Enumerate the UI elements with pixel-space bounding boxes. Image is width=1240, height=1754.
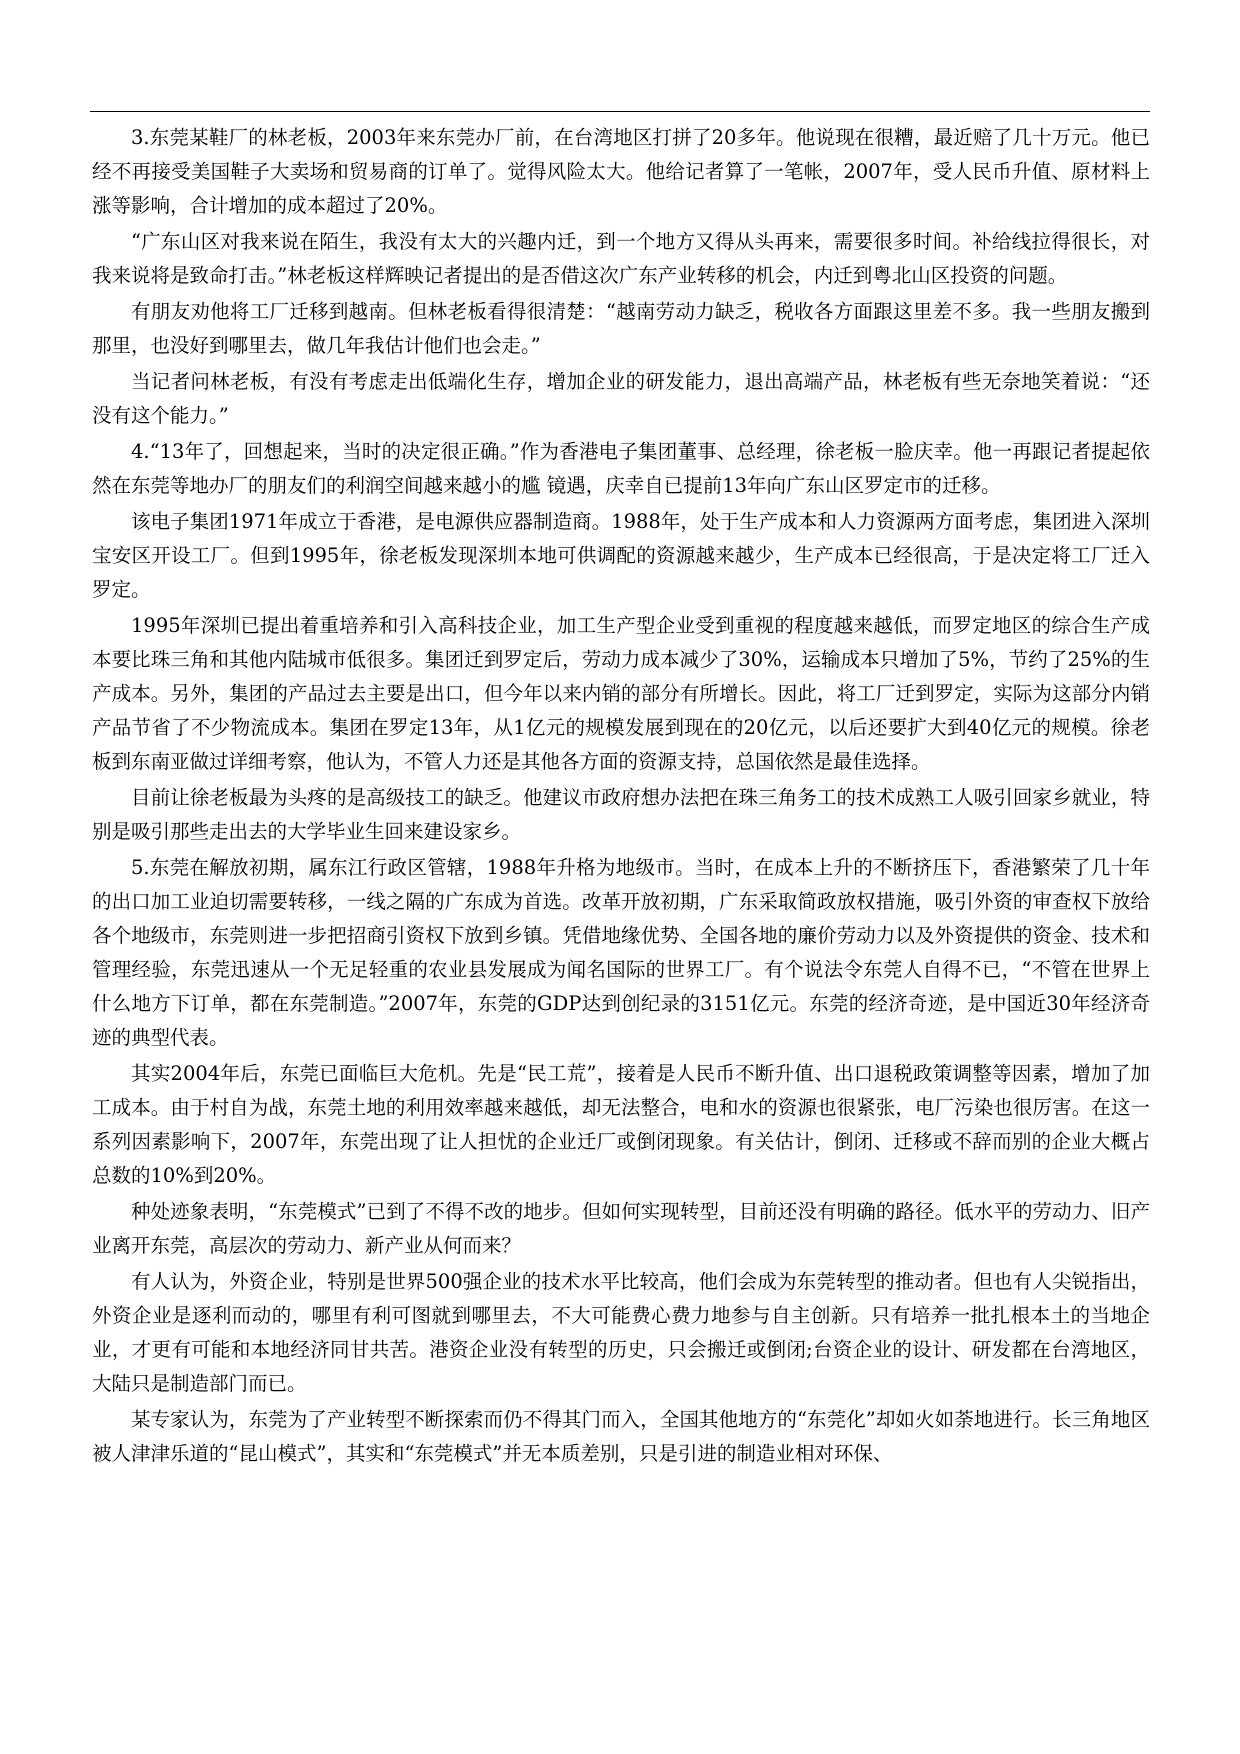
paragraph-7: 1995年深圳已提出着重培养和引入高科技企业，加工生产型企业受到重视的程度越来越低，而罗定地区的综合生产成本要比珠三角和其他内陆城市低很多。集团迁到罗定后，劳动力成本减少了30%，运输成本只增加了5%，节约了25%的生产成本。另外，集团的产品过去主要是出口，但今年以来内销的部分有所增长。因此，将工厂迁到罗定，实际为这部分内销产品节省了不少物流成本。集团在罗定13年，从1亿元的规模发展到现在的20亿元，以后还要扩大到40亿元的规模。徐老板到东南亚做过详细考察，他认为，不管人力还是其他各方面的资源支持，总国依然是最佳选择。 <box>92 614 1150 773</box>
paragraph-9: 5.东莞在解放初期，属东江行政区管辖，1988年升格为地级市。当时，在成本上升的不断挤压下，香港繁荣了几十年的出口加工业迫切需要转移，一线之隔的广东成为首选。改革开放初期，广东采取简政放权措施，吸引外资的审查权下放给各个地级市，东莞则进一步把招商引资权下放到乡镇。凭借地缘优势、全国各地的廉价劳动力以及外资提供的资金、技术和管理经验，东莞迅速从一个无足轻重的农业县发展成为闻名国际的世界工厂。有个说法令东莞人自得不已，“不管在世界上什么地方下订单，都在东莞制造。”2007年，东莞的GDP达到创纪录的3151亿元。东莞的经济奇迹，是中国近30年经济奇迹的典型代表。 <box>92 856 1150 1049</box>
header-rule <box>90 111 1150 112</box>
paragraph-11: 种处迹象表明，“东莞模式”已到了不得不改的地步。但如何实现转型，目前还没有明确的路径。低水平的劳动力、旧产业离开东莞，高层次的劳动力、新产业从何而来？ <box>92 1200 1150 1257</box>
paragraph-1: 3.东莞某鞋厂的林老板，2003年来东莞办厂前，在台湾地区打拼了20多年。他说现在很糟，最近赔了几十万元。他已经不再接受美国鞋子大卖场和贸易商的订单了。觉得风险太大。他给记者算了一笔帐，2007年，受人民币升值、原材料上涨等影响，合计增加的成本超过了20%。 <box>92 126 1150 217</box>
paragraph-8: 目前让徐老板最为头疼的是高级技工的缺乏。他建议市政府想办法把在珠三角务工的技术成熟工人吸引回家乡就业，特别是吸引那些走出去的大学毕业生回来建设家乡。 <box>92 786 1150 843</box>
paragraph-12: 有人认为，外资企业，特别是世界500强企业的技术水平比较高，他们会成为东莞转型的推动者。但也有人尖锐指出，外资企业是逐利而动的，哪里有利可图就到哪里去，不大可能费心费力地参与自主创新。只有培养一批扎根本土的当地企业，才更有可能和本地经济同甘共苦。港资企业没有转型的历史，只会搬迁或倒闭;台资企业的设计、研发都在台湾地区，大陆只是制造部门而已。 <box>92 1270 1150 1395</box>
paragraph-3: 有朋友劝他将工厂迁移到越南。但林老板看得很清楚：“越南劳动力缺乏，税收各方面跟这里差不多。我一些朋友搬到那里，也没好到哪里去，做几年我估计他们也会走。” <box>92 300 1150 357</box>
paragraph-10: 其实2004年后，东莞已面临巨大危机。先是“民工荒”，接着是人民币不断升值、出口退税政策调整等因素，增加了加工成本。由于村自为战，东莞土地的利用效率越来越低，却无法整合，电和水的资源也很紧张，电厂污染也很厉害。在这一系列因素影响下，2007年，东莞出现了让人担忧的企业迁厂或倒闭现象。有关估计，倒闭、迁移或不辞而别的企业大概占总数的10%到20%。 <box>92 1062 1150 1187</box>
document-body <box>92 121 1150 1471</box>
paragraph-4: 当记者问林老板，有没有考虑走出低端化生存，增加企业的研发能力，退出高端产品，林老板有些无奈地笑着说：“还没有这个能力。” <box>92 370 1150 427</box>
paragraph-13: 某专家认为，东莞为了产业转型不断探索而仍不得其门而入，全国其他地方的“东莞化”却如火如荼地进行。长三角地区被人津津乐道的“昆山模式”，其实和“东莞模式”并无本质差别，只是引进的制造业相对环保、 <box>92 1408 1150 1465</box>
paragraph-2: “广东山区对我来说在陌生，我没有太大的兴趣内迁，到一个地方又得从头再来，需要很多时间。补给线拉得很长，对我来说将是致命打击。”林老板这样辉映记者提出的是否借这次广东产业转移的机会，内迁到粤北山区投资的问题。 <box>92 230 1150 287</box>
paragraph-5: 4.“13年了，回想起来，当时的决定很正确。”作为香港电子集团董事、总经理，徐老板一脸庆幸。他一再跟记者提起依然在东莞等地办厂的朋友们的利润空间越来越小的尴 镜遇，庆幸自已提前13年向广东山区罗定市的迁移。 <box>92 440 1150 497</box>
paragraph-6: 该电子集团1971年成立于香港，是电源供应器制造商。1988年，处于生产成本和人力资源两方面考虑，集团进入深圳宝安区开设工厂。但到1995年，徐老板发现深圳本地可供调配的资源越来越少，生产成本已经很高，于是决定将工厂迁入罗定。 <box>92 510 1150 601</box>
